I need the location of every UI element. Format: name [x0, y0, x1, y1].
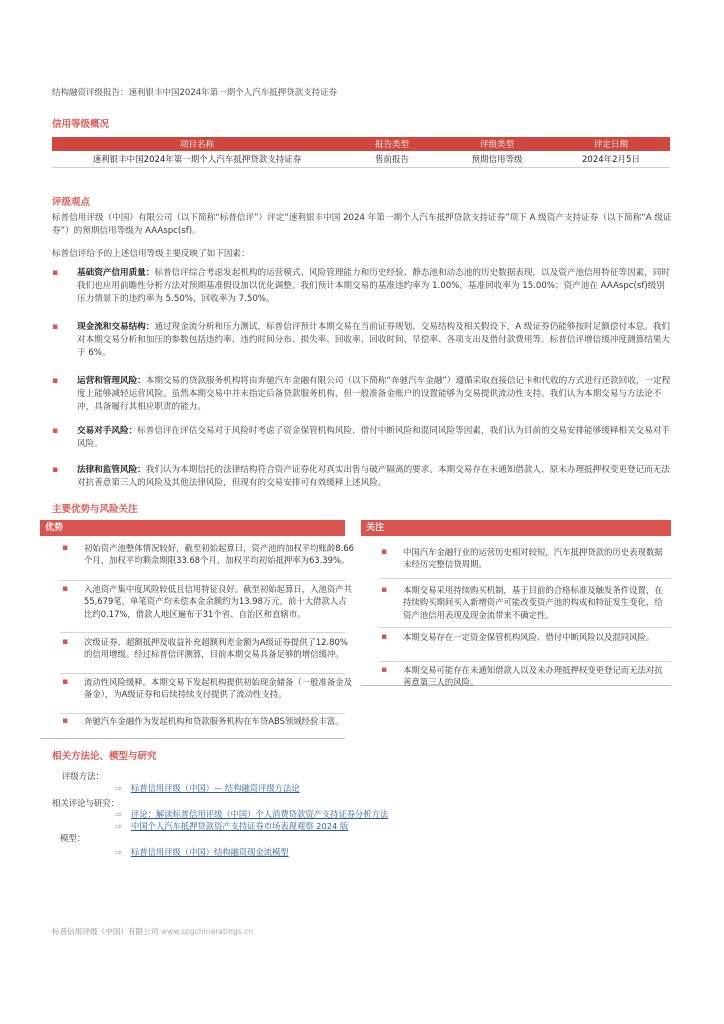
bullet-icon: ▪ [52, 376, 59, 386]
footer-url[interactable]: www.spgchinaratings.cn [160, 927, 254, 936]
rating-table [52, 137, 670, 168]
link-arrow-icon: ⇨ [115, 809, 122, 819]
divider [60, 580, 345, 581]
factor-text: 标普信评在评估交易对于风险时考虑了资金保管机构风险、借付中断风险和混同风险等因素，我们认为目前的交易安排能够缓释相关交易对手风险。 [77, 426, 670, 449]
factor-title: 运营和管理风险： [77, 376, 146, 386]
bullet-icon: ▪ [62, 584, 69, 594]
strengths-box [40, 520, 354, 739]
factor-title: 基础资产信用质量： [77, 268, 155, 278]
factor-item [52, 267, 672, 307]
bullet-icon: ▪ [52, 268, 59, 278]
report-header-title: 结构融资评级报告：速利银丰中国2024年第一期个人汽车抵押贷款支持证券 [52, 88, 338, 98]
link-arrow-icon: ⇨ [115, 821, 122, 831]
cell-report-type: 售前报告 [342, 151, 442, 168]
concern-text: 本期交易存在一定资金保管机构风险、借付中断风险以及混同风险。 [403, 632, 655, 642]
factor-text: 通过现金流分析和压力测试，标普信评预计本期交易在当前证券规划、交易结构及相关假设下，A 级证券仍能够按时足额偿付本息。我们对本期交易分析和加压的参数包括违约率、违约时间分布、损失率、回收率、回收时间、早偿率、各项支出及借付款费用等。标普信评增信缓冲度测算结果大于 6%。 [77, 322, 671, 358]
model-link[interactable] [115, 846, 289, 858]
cell-rating-type: 预期信用等级 [442, 151, 552, 168]
section-methodology: 相关方法论、模型与研究 [52, 751, 157, 762]
model-label: 模型： [60, 833, 86, 843]
research-link[interactable] [115, 808, 388, 820]
bullet-icon: ▪ [62, 677, 69, 687]
concerns-box [361, 520, 671, 686]
cell-rating-date: 2024年2月5日 [552, 151, 670, 168]
factor-title: 交易对手风险： [77, 426, 138, 436]
section-credit-overview: 信用等级概况 [52, 119, 110, 130]
strengths-heading: 优势 [40, 520, 345, 536]
divider [60, 632, 345, 633]
bullet-icon: ▪ [52, 465, 59, 475]
footer [52, 926, 253, 937]
factor-item [52, 464, 672, 492]
bullet-icon: ▪ [52, 426, 59, 436]
cell-project-name: 速利银丰中国2024年第一期个人汽车抵押贷款支持证券 [52, 151, 342, 168]
research-link[interactable] [115, 820, 348, 832]
strength-text: 初始资产池整体情况较好，截至初始起算日，资产池的加权平均账龄8.66个月，加权平均剩余期限33.68个月，加权平均初始抵押率为63.39%。 [84, 543, 354, 566]
footer-company: 标普信用评级（中国）有限公司 [52, 927, 159, 936]
model-link-text[interactable]: 标普信用评级（中国）结构融资现金流模型 [131, 847, 289, 857]
factor-text: 标普信评综合考虑发起机构的运营模式、风险管理能力和历史经验、静态池和动态池的历史数据表现，以及资产池信用特征等因素，同时我们也应用前瞻性分析方法对预期基准假设加以优化调整。我们预计本期交易的基准违约率为 1.00%，基准回收率为 15.00%；资产池在 AAAspc(sf)级别压力情景下的违约率为 5.50%，回收率为 7.50%。 [77, 268, 670, 304]
factor-item [52, 425, 672, 453]
intro-factors-lead: 标普信评给予的上述信用等级主要反映了如下因素： [52, 249, 250, 259]
factor-item [52, 375, 672, 415]
method-link[interactable] [115, 782, 300, 794]
link-arrow-icon: ⇨ [115, 847, 122, 857]
link-arrow-icon: ⇨ [115, 783, 122, 793]
section-rating-view: 评级观点 [52, 197, 91, 208]
divider [60, 713, 345, 714]
col-project-name: 项目名称 [52, 137, 342, 151]
divider [60, 673, 345, 674]
divider [379, 578, 671, 579]
factor-text: 我们认为本期信托的法律结构符合资产证券化对真实出售与破产隔离的要求。本期交易存在未通知借款人、原未办理抵押权变更登记而无法对抗善意第三人的风险及其他法律风险，但现有的交易安排可有效缓释上述风险。 [77, 465, 670, 488]
col-rating-date: 评定日期 [552, 137, 670, 151]
col-rating-type: 评级类型 [442, 137, 552, 151]
bullet-icon: ▪ [62, 543, 69, 553]
factor-title: 法律和监管风险： [77, 465, 146, 475]
method-link-text[interactable]: 标普信用评级（中国）— 结构融资评级方法论 [131, 783, 300, 793]
bullet-icon: ▪ [62, 716, 69, 726]
research-label: 相关评论与研究： [52, 798, 119, 808]
concern-text: 本期交易采用持续购买机制，基于目前的合格标准及触发条件设置，在持续购买期间买入新增资产可能改变资产池的构成和特征发生变化，给资产池信用表现及现金流带来不确定性。 [403, 585, 663, 620]
strength-text: 次级证券、超额抵押及收益补充超额利差金额为A级证券提供了12.80%的信用增级。经过标普信评测算，目前本期交易具备足够的增信缓冲。 [84, 637, 348, 660]
factor-item [52, 321, 672, 361]
research-link-text[interactable]: 评论：解读标普信用评级（中国）个人消费贷款资产支持证券分析方法 [131, 809, 389, 819]
bullet-icon: ▪ [381, 632, 388, 642]
concern-text: 本期交易可能存在未通知借款人以及未办理抵押权变更登记而无法对抗善意第三人的风险。 [403, 665, 663, 688]
section-strengths-concerns: 主要优势与风险关注 [52, 504, 138, 515]
bullet-icon: ▪ [62, 637, 69, 647]
strength-text: 奔驰汽车金融作为发起机构和贷款服务机构在车贷ABS领域经验丰富。 [84, 716, 344, 726]
research-link-text[interactable]: 中国个人汽车抵押贷款资产支持证券市场表现观察 2024 版 [131, 821, 349, 831]
concerns-heading: 关注 [361, 520, 671, 536]
strength-text: 入池资产集中度风险较低且信用特征良好。截至初始起算日，入池资产共55,679笔，单笔资产均未偿本金余额约为13.98万元。前十大借款人占比约0.17%，借款人地区遍布于31个省、自治区和直辖市。 [84, 584, 352, 619]
bullet-icon: ▪ [381, 585, 388, 595]
concern-text: 中国汽车金融行业的运营历史相对较短，汽车抵押贷款的历史表现数据未经历完整信贷周期。 [403, 547, 663, 570]
col-report-type: 报告类型 [342, 137, 442, 151]
intro-paragraph: 标普信用评级（中国）有限公司（以下简称“标普信评”）评定“速利银丰中国 2024 年第一期个人汽车抵押贷款支持证券”项下 A 级资产支持证券（以下简称“A 级证券”）的预期信用等级为 AAAspc(sf)。 [52, 213, 672, 236]
bullet-icon: ▪ [52, 322, 59, 332]
table-row [52, 151, 670, 168]
bullet-icon: ▪ [381, 547, 388, 557]
divider [379, 627, 671, 628]
bullet-icon: ▪ [381, 665, 388, 675]
divider [379, 661, 671, 662]
strength-text: 流动性风险缓释。本期交易下发起机构提供初始现金储备（一般准备金及备金），为A级证券和后续持续支付提供了流动性支持。 [84, 677, 352, 700]
factor-text: 本期交易的贷款服务机构将由奔驰汽车金融有限公司（以下简称“奔驰汽车金融”）遵循采取直接信记卡和代收的方式进行还款回收，一定程度上能够减轻运营风险。虽然本期交易中并未指定后备贷款服务机构，但一般准备金账户的设置能够为交易提供流动性支持。我们认为本期交易与方法论不冲，具备履行其相应职责的能力。 [77, 376, 671, 412]
method-label: 评级方法： [62, 771, 104, 781]
factor-title: 现金流和交易结构： [77, 322, 155, 332]
